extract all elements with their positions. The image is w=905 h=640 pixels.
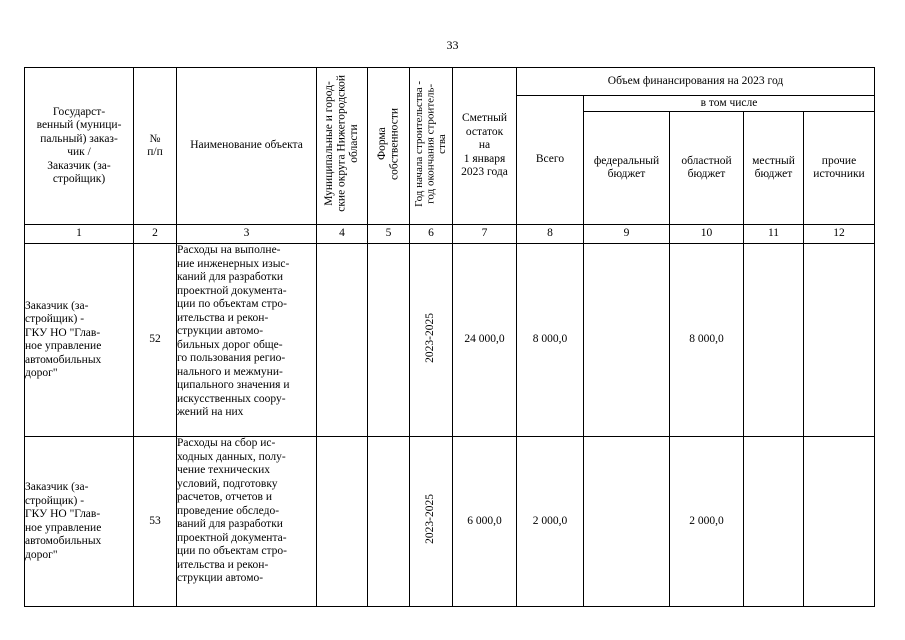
row-district [317, 437, 368, 607]
column-number: 1 [25, 225, 134, 244]
row-local [744, 244, 804, 437]
column-number: 10 [670, 225, 744, 244]
header-federal: федеральный бюджет [584, 112, 670, 225]
row-regional: 2 000,0 [670, 437, 744, 607]
row-other [804, 437, 875, 607]
header-construction-years: Год начала строительства - год окончания строитель- ства [410, 68, 453, 225]
column-number: 3 [177, 225, 317, 244]
row-federal [584, 244, 670, 437]
header-other: прочие источники [804, 112, 875, 225]
row-district [317, 244, 368, 437]
row-number: 52 [134, 244, 177, 437]
financing-table [24, 67, 875, 607]
row-years: 2023-2025 [410, 437, 453, 607]
column-number: 12 [804, 225, 875, 244]
header-estimate-balance: Сметный остаток на 1 января 2023 года [453, 68, 517, 225]
column-numbers-row [25, 225, 875, 244]
row-other [804, 244, 875, 437]
row-number: 53 [134, 437, 177, 607]
header-number: № п/п [134, 68, 177, 225]
column-number: 8 [517, 225, 584, 244]
row-customer: Заказчик (за- стройщик) - ГКУ НО "Глав- ное управление автомобильных дорог" [25, 244, 134, 437]
header-customer: Государст- венный (муници- пальный) заказ- чик / Заказчик (за- стройщик) [25, 68, 134, 225]
column-number: 11 [744, 225, 804, 244]
column-number: 2 [134, 225, 177, 244]
page-number: 33 [446, 38, 459, 52]
header-object-name: Наименование объекта [177, 68, 317, 225]
column-number: 9 [584, 225, 670, 244]
table-row [25, 437, 875, 607]
row-object-name: Расходы на сбор ис- ходных данных, полу- чение технических условий, подготовку расчетов, отчетов и проведение обследо- ваний для разработки проектной документа- ции по объектам стро- ительства и рекон- струкции автомо- [177, 437, 317, 607]
row-customer: Заказчик (за- стройщик) - ГКУ НО "Глав- ное управление автомобильных дорог" [25, 437, 134, 607]
header-total: Всего [517, 96, 584, 225]
row-regional: 8 000,0 [670, 244, 744, 437]
column-number: 6 [410, 225, 453, 244]
row-total: 8 000,0 [517, 244, 584, 437]
header-local: местный бюджет [744, 112, 804, 225]
row-ownership [368, 437, 410, 607]
row-object-name: Расходы на выполне- ние инженерных изыс- каний для разработки проектной документа- ции по объектам стро- ительства и рекон- струкции автомо- бильных дорог обще- го пользования регио- нального и межмуни- ципального значения и искусственных соору- жений на них [177, 244, 317, 437]
header-regional: областной бюджет [670, 112, 744, 225]
row-estimate: 6 000,0 [453, 437, 517, 607]
row-federal [584, 437, 670, 607]
header-ownership: Форма собственности [368, 68, 410, 225]
row-ownership [368, 244, 410, 437]
row-estimate: 24 000,0 [453, 244, 517, 437]
header-financing-title: Объем финансирования на 2023 год [517, 68, 875, 96]
row-years: 2023-2025 [410, 244, 453, 437]
table-row [25, 244, 875, 437]
column-number: 5 [368, 225, 410, 244]
row-total: 2 000,0 [517, 437, 584, 607]
row-local [744, 437, 804, 607]
column-number: 7 [453, 225, 517, 244]
header-including: в том числе [584, 96, 875, 112]
header-district: Муниципальные и город- ские округа Нижегородской области [317, 68, 368, 225]
column-number: 4 [317, 225, 368, 244]
